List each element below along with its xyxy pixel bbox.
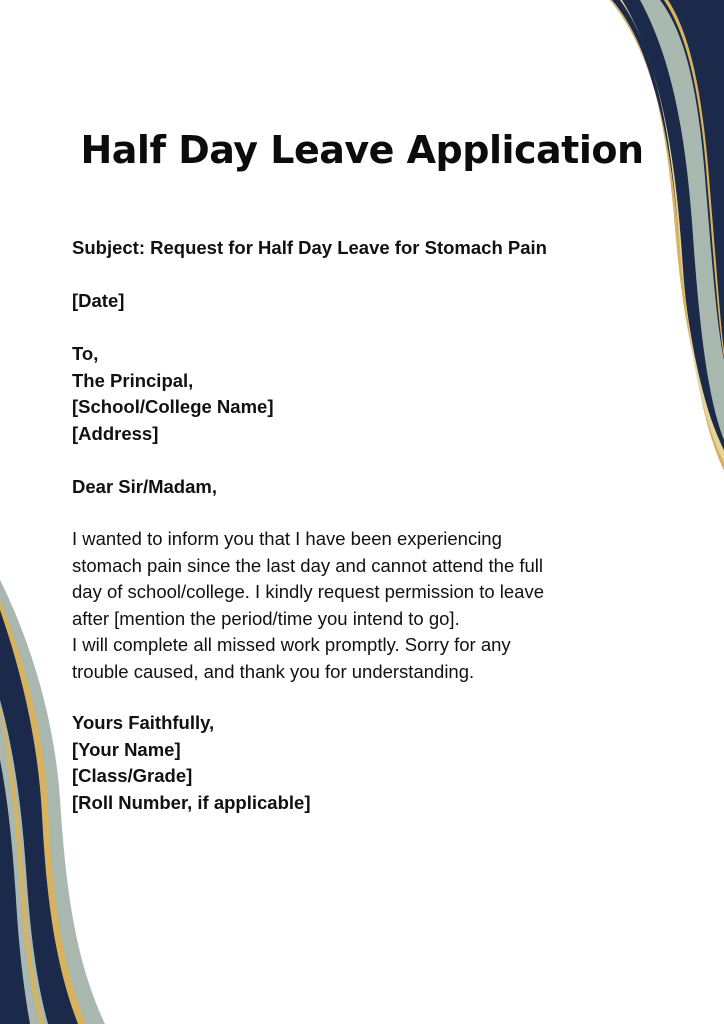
body-line: I wanted to inform you that I have been experiencing <box>72 528 502 549</box>
recipient-to: To, <box>72 343 99 364</box>
salutation: Dear Sir/Madam, <box>72 476 217 497</box>
body-line: I will complete all missed work promptly. Sorry for any <box>72 634 511 655</box>
body-line: trouble caused, and thank you for understanding. <box>72 660 475 682</box>
recipient-institution: [School/College Name] <box>72 396 274 417</box>
closing-roll: [Roll Number, if applicable] <box>72 791 311 813</box>
closing-sign-off: Yours Faithfully, <box>72 712 215 733</box>
closing-block <box>72 710 310 816</box>
closing-class: [Class/Grade] <box>72 765 193 786</box>
subject-line: Subject: Request for Half Day Leave for Stomach Pain <box>72 237 547 258</box>
recipient-block <box>72 341 273 447</box>
body-line: stomach pain since the last day and cannot attend the full <box>72 554 544 576</box>
recipient-address: [Address] <box>72 422 159 444</box>
body-line: day of school/college. I kindly request permission to leave <box>72 581 545 602</box>
closing-name: [Your Name] <box>72 738 181 760</box>
letter-body <box>72 526 544 685</box>
body-line: after [mention the period/time you intend to go]. <box>72 607 460 629</box>
page-title: Half Day Leave Application <box>80 128 644 172</box>
recipient-name: The Principal, <box>72 369 194 391</box>
date-placeholder: [Date] <box>72 290 125 311</box>
